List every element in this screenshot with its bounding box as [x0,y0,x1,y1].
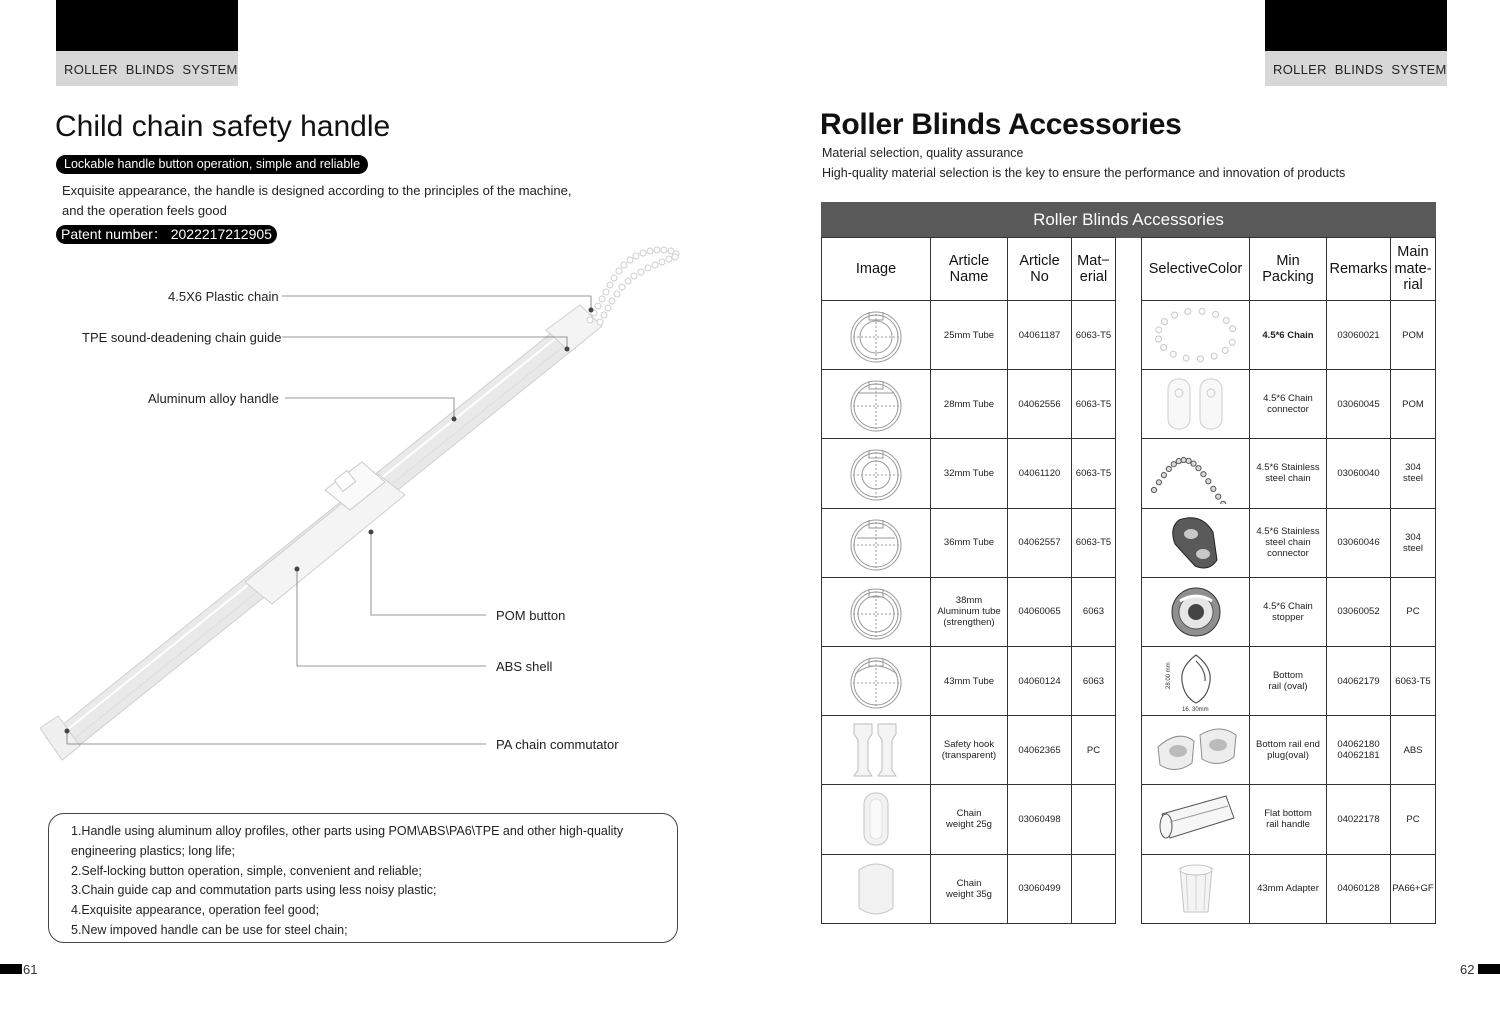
product-description [62,181,572,221]
min-packing-cell: 43mm Adapter [1250,854,1327,923]
article-name-cell: 32mm Tube [931,439,1008,508]
callout-aluminum-handle: Aluminum alloy handle [148,391,279,406]
tube-32-icon [822,439,931,508]
article-no-cell: 04061187 [1008,301,1072,370]
main-material-cell: PC [1391,785,1436,854]
abs-shell-body [245,474,405,604]
remarks-cell: 03060040 [1327,439,1391,508]
callout-plastic-chain: 4.5X6 Plastic chain [168,289,279,304]
page-title-left: Child chain safety handle [55,110,391,143]
tube-profile-drawing [839,373,913,435]
features-box [48,813,678,943]
feature-line: engineering plastics; long life; [71,843,235,858]
svg-text:16. 30mm: 16. 30mm [1181,707,1209,714]
col-article-name: Article Name [931,238,1008,301]
col-min-packing: Min Packing [1250,238,1327,301]
article-no-cell: 04062556 [1008,370,1072,439]
table-row [822,508,1436,577]
article-name-cell: 38mm Aluminum tube (strengthen) [931,577,1008,646]
remarks-cell: 04062180 04062181 [1327,716,1391,785]
min-packing-cell: 4.5*6 Chain stopper [1250,577,1327,646]
steel-connector-icon [1142,508,1250,577]
table-row [822,785,1436,854]
steel-chain-icon [1142,439,1250,508]
tube-profile-drawing [839,442,913,504]
tube-38-icon [822,577,931,646]
article-name-cell: Safety hook (transparent) [931,716,1008,785]
page-title-right: Roller Blinds Accessories [820,108,1182,141]
min-packing-cell: 4.5*6 Chain connector [1250,370,1327,439]
min-packing-cell: 4.5*6 Chain [1250,301,1327,370]
patent-number-pill: Patent number： 2022217212905 [56,225,277,244]
tube-profile-drawing [839,581,913,643]
table-gap [1116,646,1142,715]
material-cell: 6063 [1072,646,1116,715]
article-name-cell: Chain weight 25g [931,785,1008,854]
svg-text:28.00 mm: 28.00 mm [1165,662,1172,690]
main-material-cell: POM [1391,370,1436,439]
table-row [822,439,1436,508]
right-header-block [1265,0,1447,51]
table-gap [1116,439,1142,508]
material-cell: 6063 [1072,577,1116,646]
table-row [822,854,1436,923]
safety-hook-icon [822,716,931,785]
table-gap [1116,785,1142,854]
table-header-row [822,238,1436,301]
callout-chain-guide: TPE sound-deadening chain guide [82,330,282,345]
table-row [822,370,1436,439]
tube-profile-drawing [839,512,913,574]
main-material-cell: 304 steel [1391,508,1436,577]
material-cell [1072,785,1116,854]
material-cell: 6063-T5 [1072,370,1116,439]
article-no-cell: 03060499 [1008,854,1072,923]
table-gap [1116,854,1142,923]
handle-diagram [0,240,760,800]
page-number-left: 61 [23,962,38,977]
table-row [822,716,1436,785]
material-cell: PC [1072,716,1116,785]
material-cell: 6063-T5 [1072,439,1116,508]
chain-stopper-icon [1142,577,1250,646]
article-no-cell: 04062557 [1008,508,1072,577]
remarks-cell: 04022178 [1327,785,1391,854]
main-material-cell: POM [1391,301,1436,370]
main-material-cell: PA66+GF [1391,854,1436,923]
article-name-cell: 36mm Tube [931,508,1008,577]
article-no-cell: 04061120 [1008,439,1072,508]
rail-handle-icon [1142,785,1250,854]
article-name-cell: 25mm Tube [931,301,1008,370]
min-packing-cell: 4.5*6 Stainless steel chain [1250,439,1327,508]
article-no-cell: 03060498 [1008,785,1072,854]
right-section-tab: ROLLER BLINDS SYSTEM [1265,51,1447,86]
article-no-cell: 04060065 [1008,577,1072,646]
page-marker-left [0,964,22,974]
table-gap [1116,577,1142,646]
tube-profile-drawing [839,304,913,366]
table-gap [1116,716,1142,785]
plastic-chain-beads [587,247,679,325]
end-plug-icon [1142,716,1250,785]
callout-abs-shell: ABS shell [496,659,553,674]
material-cell: 6063-T5 [1072,301,1116,370]
remarks-cell: 04060128 [1327,854,1391,923]
left-section-tab: ROLLER BLINDS SYSTEM [56,51,238,86]
callout-pa-commutator: PA chain commutator [496,737,619,752]
adapter-icon [1142,854,1250,923]
col-material: Mat− erial [1072,238,1116,301]
table-row [822,646,1436,715]
remarks-cell: 04062179 [1327,646,1391,715]
remarks-cell: 03060052 [1327,577,1391,646]
feature-line: 3.Chain guide cap and commutation parts using less noisy plastic; [71,883,437,898]
feature-line: 5.New impoved handle can be use for steel chain; [71,922,348,937]
feature-line: 2.Self-locking button operation, simple, convenient and reliable; [71,863,422,878]
table-gap [1116,238,1142,301]
tube-43-icon [822,646,931,715]
remarks-cell: 03060045 [1327,370,1391,439]
subtitle-line: Material selection, quality assurance [822,146,1024,160]
min-packing-cell: Bottom rail (oval) [1250,646,1327,715]
accessories-table [821,237,1436,924]
feature-pill: Lockable handle button operation, simple and reliable [56,155,368,174]
chain-connector-icon [1142,370,1250,439]
col-main-material: Main mate- rial [1391,238,1436,301]
page-number-right: 62 [1460,962,1475,977]
page-marker-right [1478,964,1500,974]
article-no-cell: 04060124 [1008,646,1072,715]
material-cell [1072,854,1116,923]
chain-weight-25-icon [822,785,931,854]
material-cell: 6063-T5 [1072,508,1116,577]
plastic-chain-icon [1142,301,1250,370]
col-article-no: Article No [1008,238,1072,301]
table-gap [1116,301,1142,370]
handle-illustration [0,240,760,800]
remarks-cell: 03060021 [1327,301,1391,370]
article-no-cell: 04062365 [1008,716,1072,785]
feature-line: 4.Exquisite appearance, operation feel good; [71,903,320,918]
chain-weight-35-icon [822,854,931,923]
remarks-cell: 03060046 [1327,508,1391,577]
article-name-cell: 43mm Tube [931,646,1008,715]
description-line: Exquisite appearance, the handle is designed according to the principles of the machine, [62,183,572,198]
table-row [822,577,1436,646]
main-material-cell: PC [1391,577,1436,646]
main-material-cell: ABS [1391,716,1436,785]
tube-28-icon [822,370,931,439]
min-packing-cell: Bottom rail end plug(oval) [1250,716,1327,785]
tube-36-icon [822,508,931,577]
main-material-cell: 6063-T5 [1391,646,1436,715]
col-selective-color: SelectiveColor [1142,238,1250,301]
bottom-rail-oval-icon [1142,646,1250,715]
tube-25-icon [822,301,931,370]
tube-profile-drawing [839,650,913,712]
min-packing-cell: Flat bottom rail handle [1250,785,1327,854]
min-packing-cell: 4.5*6 Stainless steel chain connector [1250,508,1327,577]
callout-pom-button: POM button [496,608,566,623]
article-name-cell: Chain weight 35g [931,854,1008,923]
table-gap [1116,508,1142,577]
table-title-bar: Roller Blinds Accessories [821,202,1436,238]
col-image: Image [822,238,931,301]
feature-line: 1.Handle using aluminum alloy profiles, other parts using POM\ABS\PA6\TPE and other high-quality [71,824,624,838]
table-gap [1116,370,1142,439]
left-header-block [56,0,238,51]
description-line: and the operation feels good [62,203,227,218]
table-row [822,301,1436,370]
article-name-cell: 28mm Tube [931,370,1008,439]
main-material-cell: 304 steel [1391,439,1436,508]
subtitle-line: High-quality material selection is the key to ensure the performance and innovation of products [822,166,1346,180]
col-remarks: Remarks [1327,238,1391,301]
